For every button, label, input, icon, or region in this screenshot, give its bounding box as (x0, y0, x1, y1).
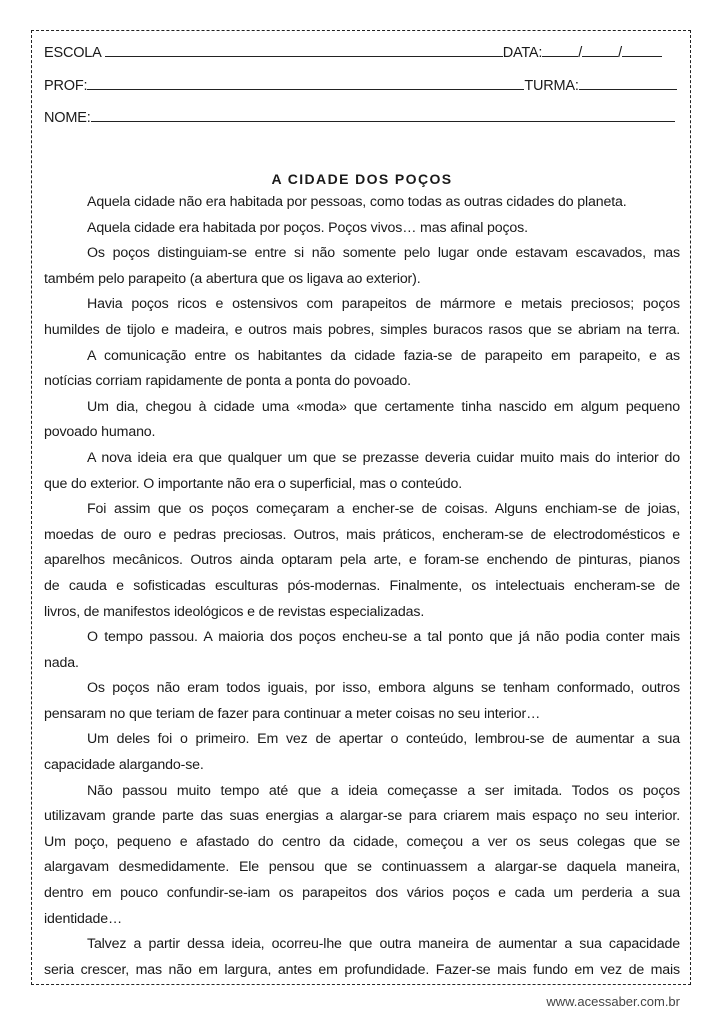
data-label: DATA: (502, 45, 543, 61)
header-row-prof (44, 77, 677, 94)
text-line: Foi assim que os poços começaram a encher-se de coisas. Alguns enchiam-se de joias, (87, 501, 680, 518)
text-line: Havia poços ricos e ostensivos com parapeitos de mármore e metais preciosos; poços (87, 296, 680, 313)
text-line: identidade… (44, 910, 123, 927)
story-body (44, 190, 680, 983)
text-line: nada. (44, 654, 79, 671)
text-line: Aquela cidade era habitada por poços. Poços vivos… mas afinal poços. (87, 219, 528, 236)
text-line: A nova ideia era que qualquer um que se prezasse deveria cuidar muito mais do interior do (87, 449, 680, 466)
prof-field[interactable] (87, 77, 524, 90)
text-line: Talvez a partir dessa ideia, ocorreu-lhe que outra maneira de aumentar a sua capacidade (87, 936, 680, 953)
document-title: A CIDADE DOS POÇOS (271, 171, 453, 187)
text-line: também pelo parapeito (a abertura que os ligava ao exterior). (44, 270, 421, 287)
text-line: Um deles foi o primeiro. Em vez de apertar o conteúdo, lembrou-se de aumentar a sua (87, 731, 680, 748)
nome-label: NOME: (44, 110, 91, 126)
date-year-field[interactable] (622, 44, 662, 57)
turma-label: TURMA: (524, 78, 579, 94)
nome-field[interactable] (91, 109, 675, 122)
turma-field[interactable] (579, 77, 677, 90)
header-row-escola (44, 44, 662, 61)
text-line: Um dia, chegou à cidade uma «moda» que certamente tinha nascido em algum pequeno (87, 398, 680, 415)
date-day-field[interactable] (542, 44, 578, 57)
text-line: aparelhos mecânicos. Outros ainda optaram pela arte, e foram-se enchendo de pinturas, pianos (44, 552, 680, 569)
escola-field[interactable] (105, 44, 503, 57)
text-line: Os poços distinguiam-se entre si não somente pelo lugar onde estavam escavados, mas (87, 245, 680, 262)
date-month-field[interactable] (582, 44, 618, 57)
date-separator: / (578, 45, 583, 61)
text-line: livros, de manifestos ideológicos e de revistas especializadas. (44, 603, 425, 620)
text-line: humildes de tijolo e madeira, e outros mais pobres, simples buracos rasos que se abriam na terra. (44, 321, 680, 338)
prof-label: PROF: (44, 78, 88, 94)
text-line: Os poços não eram todos iguais, por isso, embora alguns se tenham conformado, outros (87, 680, 680, 697)
text-line: O tempo passou. A maioria dos poços encheu-se a tal ponto que já não podia conter mais (87, 629, 680, 646)
text-line: de cauda e sofisticadas esculturas pós-modernas. Finalmente, os intelectuais encheram-se de (44, 577, 680, 594)
text-line: moedas de ouro e pedras preciosas. Outros, mais práticos, encheram-se de electrodomésticos e (44, 526, 680, 543)
escola-label: ESCOLA (44, 45, 101, 61)
text-line: capacidade alargando-se. (44, 757, 204, 774)
text-line: notícias corriam rapidamente de ponta a ponta do povoado. (44, 373, 411, 390)
text-line: dentro em pouco confundir-se-iam os parapeitos dos vários poços e cada um perderia a sua (44, 885, 680, 902)
text-line: utilizavam grande parte das suas energias a alargar-se para criarem mais espaço no seu interior. (44, 808, 680, 825)
text-line: que do exterior. O importante não era o superficial, mas o conteúdo. (44, 475, 463, 492)
text-line: Aquela cidade não era habitada por pessoas, como todas as outras cidades do planeta. (87, 194, 627, 210)
text-line: seria crescer, mas não em largura, antes em profundidade. Fazer-se mais fundo em vez de mais (44, 961, 680, 978)
footer-url[interactable]: www.acessaber.com.br (546, 994, 680, 1009)
header-row-nome (44, 109, 675, 126)
text-line: Não passou muito tempo até que a ideia começasse a ser imitada. Todos os poços (87, 782, 680, 799)
text-line: A comunicação entre os habitantes da cidade fazia-se de parapeito em parapeito, e as (87, 347, 680, 364)
text-line: povoado humano. (44, 424, 156, 441)
text-line: pensaram no que teriam de fazer para continuar a meter coisas no seu interior… (44, 705, 541, 722)
date-separator: / (618, 45, 622, 61)
text-line: alargavam desmedidamente. Ele pensou que se continuassem a alargar-se daquela maneira, (44, 859, 680, 876)
text-line: Um poço, pequeno e afastado do centro da cidade, começou a ver os seus colegas que se (44, 833, 680, 850)
